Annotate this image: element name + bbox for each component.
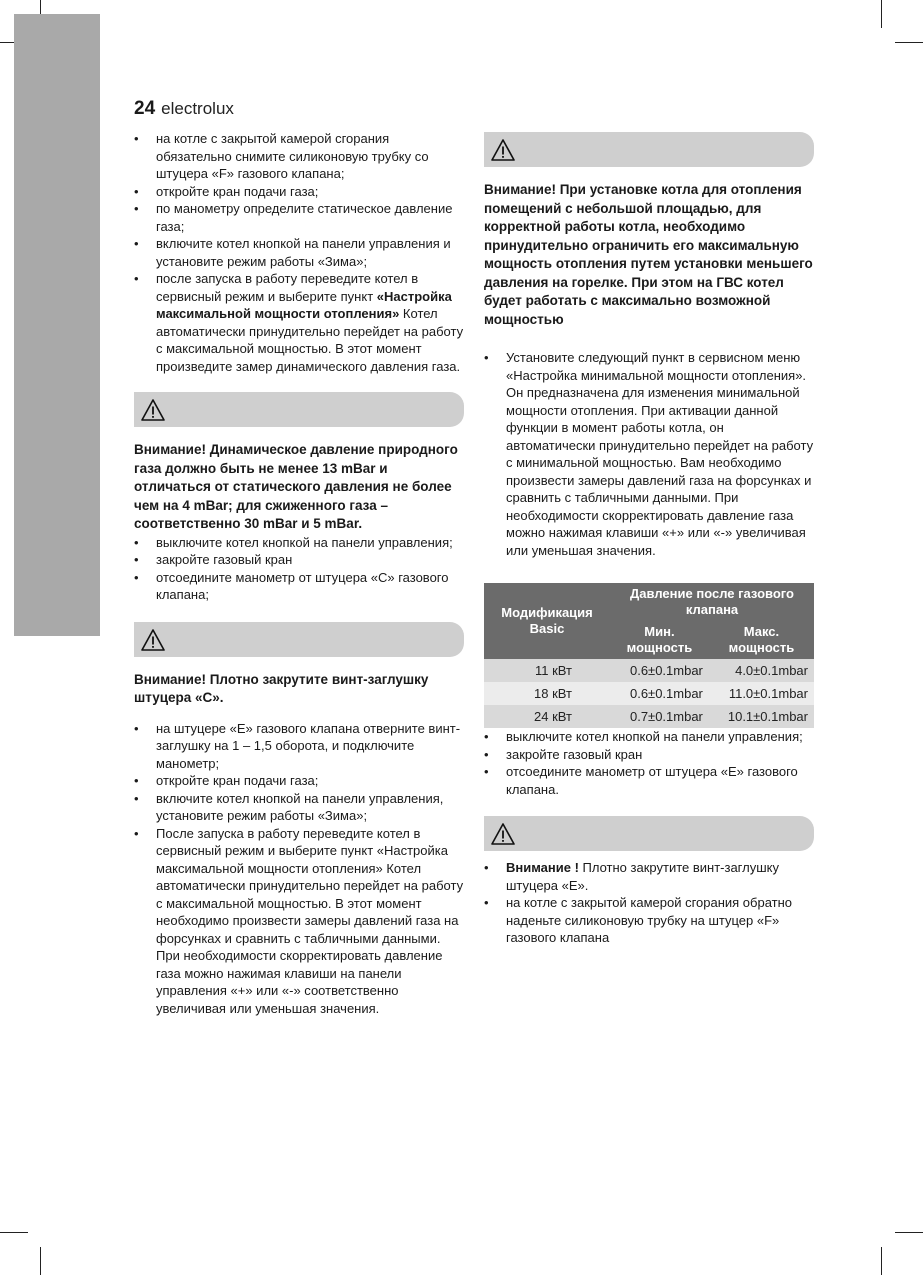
warning-bar bbox=[484, 132, 814, 167]
warning-text: Внимание! Плотно закрутите винт-заглушку штуцера «С». bbox=[134, 671, 429, 705]
table-cell: 11.0±0.1mbar bbox=[709, 682, 814, 705]
spacer bbox=[134, 708, 464, 720]
list-item: • выключите котел кнопкой на панели управления; bbox=[134, 534, 464, 552]
instruction-list bbox=[484, 728, 814, 798]
table-cell: 0.7±0.1mbar bbox=[610, 705, 709, 728]
list-item bbox=[134, 270, 464, 375]
list-item bbox=[484, 859, 814, 894]
warning-label: Внимание ! bbox=[506, 860, 579, 875]
menu-item-name: «Настройка максимальной мощности отопления» bbox=[156, 288, 452, 321]
table-header-pressure: Давление после газового клапана bbox=[610, 583, 814, 621]
crop-mark bbox=[895, 1232, 923, 1233]
right-column bbox=[484, 132, 814, 947]
list-item: • на котле с закрытой камерой сгорания обязательно снимите силиконовую трубку со штуцера «F» газового клапана; bbox=[134, 130, 464, 183]
left-column bbox=[134, 130, 464, 1017]
table-row bbox=[484, 682, 814, 705]
list-item: • закройте газовый кран bbox=[484, 746, 814, 764]
list-item: • Установите следующий пункт в сервисном меню «Настройка минимальной мощности отопления». Он предназначена для изменения минимальной мощности отопления. При активации данной функции в момент работы котла, он автоматически принудительно перейдет на работу с минимальной мощностью. Вам необходимо произвести замеры давлений газа на форсунках и сравнить с табличными данными. При необходимости скорректировать давление газа можно нажимая клавиши «+» или «-» увеличивая или уменьшая значения. bbox=[484, 349, 814, 559]
warning-triangle-icon bbox=[490, 138, 516, 167]
table-header-max: Макс. мощность bbox=[709, 621, 814, 659]
side-tab bbox=[14, 14, 100, 636]
table-header-modification: Модификация Basic bbox=[484, 583, 610, 659]
instruction-list bbox=[134, 130, 464, 375]
page-number: 24 bbox=[134, 98, 156, 119]
warning-bar bbox=[484, 816, 814, 851]
instruction-list bbox=[134, 534, 464, 604]
list-item: • закройте газовый кран bbox=[134, 551, 464, 569]
crop-mark bbox=[881, 1247, 882, 1275]
list-item: • включите котел кнопкой на панели управления и установите режим работы «Зима»; bbox=[134, 235, 464, 270]
table-cell: 0.6±0.1mbar bbox=[610, 659, 709, 682]
warning-triangle-icon bbox=[140, 628, 166, 657]
warning-text: Внимание! При установке котла для отопления помещений с небольшой площадью, для корректной работы котла, необходимо принудительно ограничить его максимальную мощность отопления путем установки меньшего давления на горелке. При этом на ГВС котел будет работать с максимально возможной мощностью bbox=[484, 182, 813, 327]
instruction-list bbox=[134, 720, 464, 1018]
table-row bbox=[484, 659, 814, 682]
table-cell: 18 кВт bbox=[484, 682, 610, 705]
list-item-text: Котел автоматически принудительно перейдет на работу с максимальной мощностью. В этот момент произведите замер динамического давления газа. bbox=[156, 306, 464, 374]
table-row bbox=[484, 705, 814, 728]
list-item: • После запуска в работу переведите котел в сервисный режим и выберите пункт «Настройка максимальной мощности отопления» Котел автоматически принудительно перейдет на работу с максимальной мощностью. В этот момент необходимо произвести замеры давлений газа на форсунках и сравнить с табличными данными. При необходимости скорректировать давление газа можно нажимая клавиши на панели управления «+» или «-» соответственно увеличивая или уменьшая значения. bbox=[134, 825, 464, 1018]
list-item-text: после запуска в работу переведите котел в сервисный режим и выберите пункт bbox=[156, 271, 419, 304]
crop-mark bbox=[881, 0, 882, 28]
list-item: • выключите котел кнопкой на панели управления; bbox=[484, 728, 814, 746]
crop-mark bbox=[0, 1232, 28, 1233]
table-cell: 4.0±0.1mbar bbox=[709, 659, 814, 682]
crop-mark bbox=[40, 1247, 41, 1275]
instruction-list bbox=[484, 349, 814, 559]
instruction-list bbox=[484, 859, 814, 947]
list-item: • на штуцере «Е» газового клапана отверните винт-заглушку на 1 – 1,5 оборота, и подключите манометр; bbox=[134, 720, 464, 773]
page-header bbox=[134, 98, 234, 122]
list-item: • откройте кран подачи газа; bbox=[134, 183, 464, 201]
list-item: • включите котел кнопкой на панели управления, установите режим работы «Зима»; bbox=[134, 790, 464, 825]
spacer bbox=[484, 329, 814, 349]
list-item-text: Плотно закрутите винт-заглушку штуцера «Е». bbox=[506, 860, 779, 893]
warning-bar bbox=[134, 392, 464, 427]
list-item: • по манометру определите статическое давление газа; bbox=[134, 200, 464, 235]
gas-pressure-table bbox=[484, 583, 814, 728]
list-item: • откройте кран подачи газа; bbox=[134, 772, 464, 790]
table-header-min: Мин. мощность bbox=[610, 621, 709, 659]
warning-triangle-icon bbox=[140, 398, 166, 427]
warning-bar bbox=[134, 622, 464, 657]
brand-name: electrolux bbox=[161, 99, 234, 118]
table-cell: 10.1±0.1mbar bbox=[709, 705, 814, 728]
list-item: • отсоедините манометр от штуцера «С» газового клапана; bbox=[134, 569, 464, 604]
warning-triangle-icon bbox=[490, 822, 516, 851]
list-item: • отсоедините манометр от штуцера «Е» газового клапана. bbox=[484, 763, 814, 798]
list-item: • на котле с закрытой камерой сгорания обратно наденьте силиконовую трубку на штуцер «F» газового клапана bbox=[484, 894, 814, 947]
table-cell: 0.6±0.1mbar bbox=[610, 682, 709, 705]
crop-mark bbox=[895, 42, 923, 43]
table-cell: 24 кВт bbox=[484, 705, 610, 728]
warning-text: Внимание! Динамическое давление природного газа должно быть не менее 13 mBar и отличаться от статического давления не более чем на 4 mBar; для сжиженного газа – соответственно 30 mBar и 5 mBar. bbox=[134, 442, 458, 531]
table-cell: 11 кВт bbox=[484, 659, 610, 682]
